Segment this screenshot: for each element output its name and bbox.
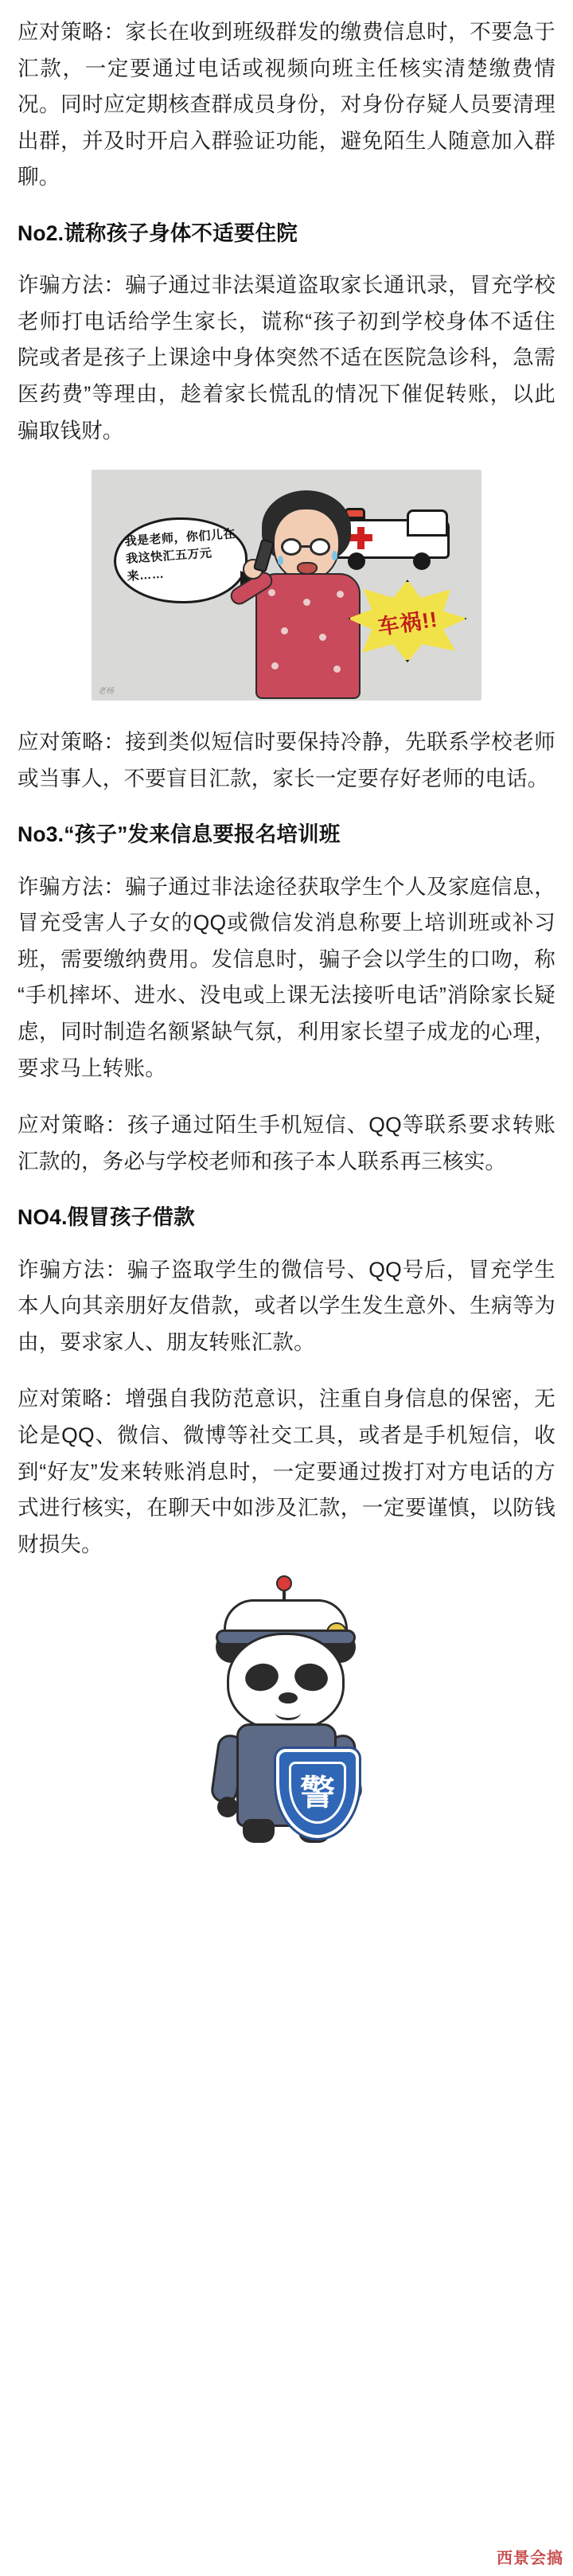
- dress-dot: [281, 627, 288, 634]
- paragraph-method-4: 诈骗方法：骗子盗取学生的微信号、QQ号后，冒充学生本人向其亲朋好友借款，或者以学生发生意外、生病等为由，要求家人、朋友转账汇款。: [18, 1257, 555, 1354]
- shield-glyph-text: 警: [300, 1774, 335, 1813]
- face: [273, 508, 340, 581]
- cartoon-phone-call-illustration: [92, 470, 481, 701]
- dress-dot: [303, 599, 310, 606]
- watermark: 西景会搞: [497, 2550, 563, 2567]
- paragraph-response-4: 应对策略：增强自我防范意识，注重自身信息的保密，无论是QQ、微信、微博等社交工具，或者是手机短信，收到“好友”发来转账消息时，一定要通过拨打对方电话的方式进行核实，在聊天中如涉及汇款，一定要谨慎，以防钱财损失。: [18, 1387, 555, 1556]
- glasses-bridge: [302, 545, 310, 548]
- dress-dot: [271, 662, 279, 669]
- heading-no2: No2.谎称孩子身体不适要住院: [18, 221, 298, 245]
- panda-pupil-right: [306, 1643, 317, 1654]
- dress-dot: [319, 634, 326, 641]
- paragraph-response-2: 应对策略：接到类似短信时要保持冷静，先联系学校老师或当事人，不要盲目汇款，家长一定要存好老师的电话。: [18, 730, 555, 790]
- tear-drop-left: [278, 556, 283, 565]
- glasses-left-lens: [281, 538, 302, 556]
- panda-leg-left: [243, 1819, 275, 1843]
- panda-paw-left: [217, 1797, 238, 1817]
- panda-pupil-left: [256, 1643, 267, 1654]
- speech-bubble-shape: [114, 517, 248, 603]
- dress-dot: [333, 665, 341, 673]
- tear-drop-right: [332, 551, 337, 560]
- panda-nose: [279, 1692, 298, 1704]
- glasses-right-lens: [310, 538, 330, 556]
- ambulance-wheel-rear: [413, 552, 431, 570]
- police-panda-illustration: [174, 1583, 399, 1846]
- dress-dot: [268, 589, 275, 596]
- accident-burst: [348, 580, 467, 662]
- burst-label: 车祸!!: [376, 607, 440, 639]
- panda-eye-left: [243, 1661, 281, 1694]
- telephone-handset-icon: [253, 539, 275, 573]
- ambulance-cabin: [407, 509, 448, 537]
- paragraph-response-3: 应对策略：孩子通过陌生手机短信、QQ等联系要求转账汇款的，务必与学校老师和孩子本人联系再三核实。: [18, 1113, 555, 1173]
- figure-cartoon-phone-call: [18, 470, 555, 701]
- police-shield-emblem: [276, 1749, 359, 1838]
- panda-eye-right: [292, 1661, 330, 1694]
- paragraph-response-1: 应对策略：家长在收到班级群发的缴费信息时，不要急于汇款，一定要通过电话或视频向班主任核实清楚缴费情况。同时应定期核查群成员身份，对身份存疑人员要清理出群，并及时开启入群验证功能，避免陌生人随意加入群聊。: [18, 20, 555, 189]
- paragraph-method-3: 诈骗方法：骗子通过非法途径获取学生个人及家庭信息，冒充受害人子女的QQ或微信发消息称要上培训班或补习班，需要缴纳费用。发信息时，骗子会以学生的口吻，称“手机摔坏、进水、没电或上课无法接听电话”消除家长疑虑，同时制造名额紧缺气氛，利用家长望子成龙的心理，要求马上转账。: [18, 874, 555, 1080]
- heading-no3: No3.“孩子”发来信息要报名培训班: [18, 822, 341, 847]
- artist-signature: 老杨: [98, 687, 114, 697]
- speech-bubble-text: 我是老师，你们儿在我这快汇五万元来……: [124, 527, 236, 584]
- figure-police-panda: [18, 1583, 555, 1846]
- panda-mouth: [275, 1705, 301, 1720]
- heading-no4: NO4.假冒孩子借款: [18, 1205, 195, 1230]
- paragraph-method-2: 诈骗方法：骗子通过非法渠道盗取家长通讯录，冒充学校老师打电话给学生家长，谎称“孩子初到学校身体不适住院或者是孩子上课途中身体突然不适在医院急诊科，急需医药费”等理由，趁着家长慌乱的情况下催促转账，以此骗取钱财。: [18, 273, 555, 443]
- panda-head: [227, 1633, 345, 1731]
- antenna-ball-icon: [276, 1575, 292, 1591]
